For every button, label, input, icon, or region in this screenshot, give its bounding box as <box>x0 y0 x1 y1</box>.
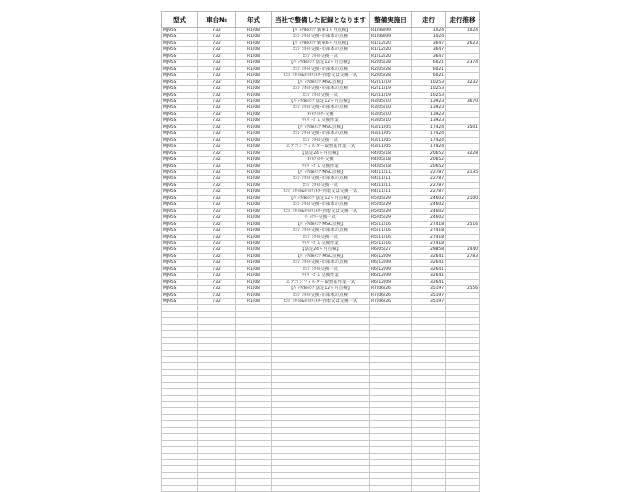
cell-mileage: 3647 <box>412 47 446 53</box>
cell-maintenance-item: 【ﾊﾟｯｸdeﾒﾝﾃ MSC点検】 <box>272 169 370 175</box>
cell-model-year: R1/08 <box>236 221 272 227</box>
cell-mileage: 20652 <box>412 157 446 163</box>
empty-cell <box>162 485 198 491</box>
empty-cell <box>198 485 236 491</box>
cell-model: MJ95S <box>162 118 198 124</box>
cell-maintenance-date: R5/05/29 <box>370 202 412 208</box>
cell-maintenance-item: 【ﾊﾟｯｸdeﾒﾝﾃ 新車6ヶ月点検】 <box>272 40 370 46</box>
cell-model-year: R1/08 <box>236 299 272 305</box>
cell-model: MJ95S <box>162 86 198 92</box>
cell-maintenance-date: R5/05/29 <box>370 215 412 221</box>
cell-mileage: 20652 <box>412 150 446 156</box>
cell-mileage: 27418 <box>412 228 446 234</box>
cell-chassis-number: 732 <box>198 34 236 40</box>
cell-model: MJ95S <box>162 66 198 72</box>
cell-maintenance-date: R3/11/05 <box>370 131 412 137</box>
empty-cell <box>272 485 370 491</box>
cell-mileage: 32641 <box>412 260 446 266</box>
cell-mileage: 3647 <box>412 40 446 46</box>
cell-maintenance-item: ｴﾝｼﾞﾝｵｲﾙ交換･市部本の点検 <box>272 176 370 182</box>
cell-maintenance-item: ｴﾝｼﾞﾝｵｲﾙ交換一式 <box>272 266 370 272</box>
cell-maintenance-date: R1/08/09 <box>370 34 412 40</box>
cell-model: MJ95S <box>162 47 198 53</box>
cell-maintenance-date: R6/12/09 <box>370 266 412 272</box>
cell-mileage: 6021 <box>412 66 446 72</box>
cell-chassis-number: 732 <box>198 292 236 298</box>
cell-chassis-number: 732 <box>198 137 236 143</box>
header-chassis-number: 車台№ <box>198 12 236 28</box>
cell-chassis-number: 732 <box>198 163 236 169</box>
cell-maintenance-item: ﾜｲﾊﾟｰｺﾞﾑ 交換作業 <box>272 273 370 279</box>
cell-maintenance-item: 【ﾊﾟｯｸdeﾒﾝﾃ 新車1ヶ月点検】 <box>272 28 370 34</box>
cell-chassis-number: 732 <box>198 157 236 163</box>
cell-maintenance-item: 【法定24ヶ月点検】 <box>272 247 370 253</box>
cell-chassis-number: 732 <box>198 86 236 92</box>
cell-model-year: R1/08 <box>236 292 272 298</box>
cell-model: MJ95S <box>162 79 198 85</box>
empty-cell <box>412 485 446 491</box>
cell-model: MJ95S <box>162 40 198 46</box>
cell-mileage: 13923 <box>412 98 446 104</box>
cell-maintenance-item: ｴﾝｼﾞﾝｵｲﾙ交換･市部本の点検 <box>272 292 370 298</box>
cell-maintenance-item: 【ﾊﾟｯｸdeﾒﾝﾃ 法定12ヶ月点検】 <box>272 60 370 66</box>
empty-cell <box>446 485 480 491</box>
cell-maintenance-item: 【ﾊﾟｯｸdeﾒﾝﾃ MSC点検】 <box>272 79 370 85</box>
cell-mileage-change: 3670 <box>446 98 480 104</box>
cell-mileage-change: 3228 <box>446 150 480 156</box>
cell-mileage: 6021 <box>412 60 446 66</box>
cell-model: MJ95S <box>162 299 198 305</box>
cell-model: MJ95S <box>162 150 198 156</box>
cell-mileage: 13923 <box>412 111 446 117</box>
cell-maintenance-item: ｴﾝｼﾞﾝｵｲﾙ交換･市部本の点検 <box>272 47 370 53</box>
cell-maintenance-date: R5/05/29 <box>370 195 412 201</box>
maintenance-record-table <box>161 11 480 492</box>
cell-mileage: 22787 <box>412 169 446 175</box>
cell-maintenance-date: R2/11/19 <box>370 92 412 98</box>
cell-model: MJ95S <box>162 195 198 201</box>
cell-mileage: 22787 <box>412 182 446 188</box>
cell-maintenance-date: R7/06/26 <box>370 286 412 292</box>
cell-maintenance-date: R3/05/10 <box>370 98 412 104</box>
cell-model-year: R1/08 <box>236 228 272 234</box>
header-mileage-change: 走行推移 <box>446 12 480 28</box>
cell-model: MJ95S <box>162 189 198 195</box>
cell-mileage: 22787 <box>412 176 446 182</box>
cell-chassis-number: 732 <box>198 79 236 85</box>
cell-maintenance-date: R3/11/05 <box>370 144 412 150</box>
cell-maintenance-date: R5/11/16 <box>370 221 412 227</box>
cell-mileage: 10253 <box>412 86 446 92</box>
cell-model-year: R1/08 <box>236 240 272 246</box>
cell-maintenance-item: 【ﾊﾟｯｸdeﾒﾝﾃ MSC点検】 <box>272 124 370 130</box>
cell-model: MJ95S <box>162 182 198 188</box>
cell-chassis-number: 732 <box>198 53 236 59</box>
cell-maintenance-date: R3/11/05 <box>370 124 412 130</box>
cell-chassis-number: 732 <box>198 60 236 66</box>
cell-maintenance-date: R3/05/10 <box>370 111 412 117</box>
cell-model-year: R1/08 <box>236 137 272 143</box>
cell-model-year: R1/08 <box>236 105 272 111</box>
cell-maintenance-item: ﾜｲﾊﾟｰｺﾞﾑ 交換作業 <box>272 118 370 124</box>
cell-model: MJ95S <box>162 28 198 34</box>
cell-model-year: R1/08 <box>236 53 272 59</box>
cell-chassis-number: 732 <box>198 253 236 259</box>
cell-maintenance-date: R6/12/09 <box>370 273 412 279</box>
cell-mileage: 32641 <box>412 273 446 279</box>
cell-chassis-number: 732 <box>198 234 236 240</box>
cell-maintenance-item: ｴﾝｼﾞﾝｵｲﾙ交換･市部本の点検 <box>272 202 370 208</box>
cell-model: MJ95S <box>162 111 198 117</box>
cell-mileage: 3647 <box>412 53 446 59</box>
cell-model: MJ95S <box>162 169 198 175</box>
cell-maintenance-item: ｴﾝｼﾞﾝｵｲﾙ交換･市部本の点検 <box>272 66 370 72</box>
cell-chassis-number: 732 <box>198 118 236 124</box>
cell-model-year: R1/08 <box>236 73 272 79</box>
cell-chassis-number: 732 <box>198 92 236 98</box>
cell-maintenance-date: R4/05/18 <box>370 150 412 156</box>
cell-mileage: 24602 <box>412 208 446 214</box>
cell-model-year: R1/08 <box>236 260 272 266</box>
cell-maintenance-item: 【ﾊﾟｯｸdeﾒﾝﾃ MSC点検】 <box>272 253 370 259</box>
cell-mileage-change: 1024 <box>446 28 480 34</box>
cell-chassis-number: 732 <box>198 228 236 234</box>
cell-maintenance-item: ﾊﾞｯﾃﾘｰ交換一式 <box>272 215 370 221</box>
cell-mileage: 32641 <box>412 279 446 285</box>
cell-model: MJ95S <box>162 202 198 208</box>
cell-chassis-number: 732 <box>198 169 236 175</box>
empty-row <box>162 485 480 491</box>
cell-chassis-number: 732 <box>198 40 236 46</box>
cell-maintenance-item: ｴﾝｼﾞﾝｵｲﾙ交換一式 <box>272 137 370 143</box>
cell-maintenance-date: R1/12/20 <box>370 53 412 59</box>
cell-model: MJ95S <box>162 221 198 227</box>
cell-maintenance-item: エアコンフィルター取替＆作業一式 <box>272 144 370 150</box>
cell-maintenance-item: ｴﾝｼﾞﾝｵｲﾙ&ｵｲﾙﾌｨﾙﾀｰ到着又は交換一式 <box>272 208 370 214</box>
cell-model-year: R1/08 <box>236 247 272 253</box>
cell-maintenance-date: R5/05/29 <box>370 208 412 214</box>
cell-chassis-number: 732 <box>198 215 236 221</box>
cell-maintenance-item: ｴﾝｼﾞﾝｵｲﾙ&ｵｲﾙﾌｨﾙﾀｰ到着又は交換一式 <box>272 73 370 79</box>
cell-model: MJ95S <box>162 144 198 150</box>
cell-maintenance-item: ｴﾝｼﾞﾝｵｲﾙ交換一式 <box>272 92 370 98</box>
cell-chassis-number: 732 <box>198 240 236 246</box>
cell-chassis-number: 732 <box>198 124 236 130</box>
cell-model-year: R1/08 <box>236 34 272 40</box>
cell-model-year: R1/08 <box>236 28 272 34</box>
header-maintenance-date: 整備実施日 <box>370 12 412 28</box>
cell-model: MJ95S <box>162 266 198 272</box>
cell-mileage-change: 2100 <box>446 195 480 201</box>
cell-maintenance-date: R6/12/09 <box>370 253 412 259</box>
cell-mileage: 20652 <box>412 163 446 169</box>
cell-chassis-number: 732 <box>198 111 236 117</box>
cell-maintenance-item: ｵｲﾙﾌｨﾙﾀｰ交換 <box>272 111 370 117</box>
cell-chassis-number: 732 <box>198 208 236 214</box>
cell-maintenance-date: R6/05/27 <box>370 247 412 253</box>
cell-maintenance-date: R7/06/26 <box>370 292 412 298</box>
cell-maintenance-date: R3/05/10 <box>370 118 412 124</box>
cell-model: MJ95S <box>162 273 198 279</box>
cell-maintenance-date: R2/05/28 <box>370 73 412 79</box>
cell-model-year: R1/08 <box>236 253 272 259</box>
cell-maintenance-item: ｴﾝｼﾞﾝｵｲﾙ交換･市部本の点検 <box>272 260 370 266</box>
cell-mileage: 32641 <box>412 253 446 259</box>
cell-model: MJ95S <box>162 286 198 292</box>
cell-model: MJ95S <box>162 124 198 130</box>
cell-model-year: R1/08 <box>236 208 272 214</box>
cell-chassis-number: 732 <box>198 47 236 53</box>
cell-model-year: R1/08 <box>236 195 272 201</box>
cell-maintenance-item: ｴﾝｼﾞﾝｵｲﾙ交換･市部本の点検 <box>272 34 370 40</box>
cell-maintenance-item: ｵｲﾙﾌｨﾙﾀｰ交換 <box>272 157 370 163</box>
cell-model: MJ95S <box>162 234 198 240</box>
cell-maintenance-date: R6/12/09 <box>370 279 412 285</box>
cell-mileage: 35197 <box>412 292 446 298</box>
cell-maintenance-item: ｴﾝｼﾞﾝｵｲﾙ交換･市部本の点検 <box>272 86 370 92</box>
cell-model-year: R1/08 <box>236 286 272 292</box>
cell-maintenance-item: ﾜｲﾊﾟｰｺﾞﾑ 交換作業 <box>272 240 370 246</box>
cell-maintenance-date: R5/11/16 <box>370 240 412 246</box>
cell-chassis-number: 732 <box>198 131 236 137</box>
cell-maintenance-date: R3/05/10 <box>370 105 412 111</box>
cell-model: MJ95S <box>162 279 198 285</box>
cell-maintenance-item: エアコンフィルター取替＆作業一式 <box>272 279 370 285</box>
cell-mileage: 17424 <box>412 144 446 150</box>
cell-mileage-change: 2374 <box>446 60 480 66</box>
cell-mileage: 1024 <box>412 34 446 40</box>
cell-model: MJ95S <box>162 73 198 79</box>
cell-chassis-number: 732 <box>198 105 236 111</box>
cell-chassis-number: 732 <box>198 144 236 150</box>
empty-cell <box>370 485 412 491</box>
cell-maintenance-item: ﾜｲﾊﾟｰｺﾞﾑ 交換作業 <box>272 163 370 169</box>
cell-model-year: R1/08 <box>236 234 272 240</box>
cell-chassis-number: 732 <box>198 98 236 104</box>
cell-chassis-number: 732 <box>198 182 236 188</box>
cell-model-year: R1/08 <box>236 60 272 66</box>
cell-mileage: 35197 <box>412 286 446 292</box>
cell-maintenance-date: R3/11/05 <box>370 137 412 143</box>
cell-chassis-number: 732 <box>198 273 236 279</box>
cell-chassis-number: 732 <box>198 202 236 208</box>
cell-maintenance-date: R4/11/11 <box>370 176 412 182</box>
cell-mileage-change: 2556 <box>446 286 480 292</box>
cell-maintenance-date: R7/06/26 <box>370 299 412 305</box>
cell-maintenance-date: R4/11/11 <box>370 182 412 188</box>
cell-maintenance-date: R6/12/09 <box>370 260 412 266</box>
cell-mileage: 24602 <box>412 215 446 221</box>
cell-chassis-number: 732 <box>198 299 236 305</box>
cell-model: MJ95S <box>162 105 198 111</box>
cell-chassis-number: 732 <box>198 221 236 227</box>
cell-mileage-change: 2623 <box>446 40 480 46</box>
cell-chassis-number: 732 <box>198 247 236 253</box>
cell-model-year: R1/08 <box>236 86 272 92</box>
header-mileage: 走行 <box>412 12 446 28</box>
cell-model-year: R1/08 <box>236 79 272 85</box>
empty-cell <box>236 485 272 491</box>
cell-mileage-change: 3232 <box>446 79 480 85</box>
cell-maintenance-date: R4/11/11 <box>370 169 412 175</box>
cell-model: MJ95S <box>162 92 198 98</box>
cell-model-year: R1/08 <box>236 157 272 163</box>
cell-model: MJ95S <box>162 34 198 40</box>
cell-maintenance-item: 【ﾊﾟｯｸdeﾒﾝﾃ MSC点検】 <box>272 221 370 227</box>
cell-mileage: 27418 <box>412 240 446 246</box>
cell-mileage-change: 2516 <box>446 221 480 227</box>
cell-mileage-change: 2440 <box>446 247 480 253</box>
cell-chassis-number: 732 <box>198 176 236 182</box>
cell-model: MJ95S <box>162 137 198 143</box>
cell-maintenance-date: R5/11/16 <box>370 234 412 240</box>
cell-maintenance-item: 【ﾊﾟｯｸdeﾒﾝﾃ 法定12ヶ月点検】 <box>272 98 370 104</box>
cell-maintenance-date: R5/11/16 <box>370 228 412 234</box>
cell-maintenance-date: R1/12/20 <box>370 47 412 53</box>
cell-mileage: 13923 <box>412 105 446 111</box>
cell-model-year: R1/08 <box>236 169 272 175</box>
cell-maintenance-date: R2/05/28 <box>370 66 412 72</box>
cell-mileage: 17424 <box>412 131 446 137</box>
cell-chassis-number: 732 <box>198 73 236 79</box>
cell-mileage: 10253 <box>412 92 446 98</box>
cell-model-year: R1/08 <box>236 163 272 169</box>
cell-chassis-number: 732 <box>198 260 236 266</box>
header-model: 型式 <box>162 12 198 28</box>
cell-mileage: 13923 <box>412 118 446 124</box>
cell-maintenance-item: ｴﾝｼﾞﾝｵｲﾙ交換一式 <box>272 53 370 59</box>
cell-model: MJ95S <box>162 131 198 137</box>
cell-maintenance-date: R4/05/18 <box>370 163 412 169</box>
cell-chassis-number: 732 <box>198 28 236 34</box>
cell-mileage: 27418 <box>412 234 446 240</box>
cell-maintenance-date: R4/11/11 <box>370 189 412 195</box>
cell-chassis-number: 732 <box>198 150 236 156</box>
cell-model: MJ95S <box>162 163 198 169</box>
cell-maintenance-date: R2/11/19 <box>370 79 412 85</box>
cell-maintenance-item: ｴﾝｼﾞﾝｵｲﾙ交換･市部本の点検 <box>272 105 370 111</box>
cell-maintenance-item: 【ﾊﾟｯｸdeﾒﾝﾃ 法定12ヶ月点検】 <box>272 195 370 201</box>
table-header <box>162 12 480 28</box>
cell-model: MJ95S <box>162 247 198 253</box>
cell-mileage: 29858 <box>412 247 446 253</box>
cell-mileage: 6021 <box>412 73 446 79</box>
cell-chassis-number: 732 <box>198 266 236 272</box>
cell-maintenance-item: ｴﾝｼﾞﾝｵｲﾙ交換一式 <box>272 234 370 240</box>
cell-mileage-change: 2135 <box>446 169 480 175</box>
cell-model-year: R1/08 <box>236 273 272 279</box>
cell-model-year: R1/08 <box>236 202 272 208</box>
cell-mileage: 24602 <box>412 195 446 201</box>
cell-maintenance-item: ｴﾝｼﾞﾝｵｲﾙ&ｵｲﾙﾌｨﾙﾀｰ到着又は交換一式 <box>272 299 370 305</box>
cell-chassis-number: 732 <box>198 66 236 72</box>
cell-model-year: R1/08 <box>236 92 272 98</box>
cell-maintenance-date: R2/05/28 <box>370 60 412 66</box>
cell-model: MJ95S <box>162 176 198 182</box>
cell-model-year: R1/08 <box>236 98 272 104</box>
cell-mileage: 27418 <box>412 221 446 227</box>
cell-model-year: R1/08 <box>236 182 272 188</box>
table-body <box>162 28 480 492</box>
cell-maintenance-item: ｴﾝｼﾞﾝｵｲﾙ交換･市部本の点検 <box>272 131 370 137</box>
cell-chassis-number: 732 <box>198 189 236 195</box>
header-row <box>162 12 480 28</box>
cell-model: MJ95S <box>162 292 198 298</box>
cell-model: MJ95S <box>162 215 198 221</box>
cell-model-year: R1/08 <box>236 144 272 150</box>
header-maintenance-record: 当社で整備した記録となります <box>272 12 370 28</box>
cell-chassis-number: 732 <box>198 279 236 285</box>
cell-model: MJ95S <box>162 253 198 259</box>
cell-model-year: R1/08 <box>236 266 272 272</box>
cell-maintenance-date: R4/05/18 <box>370 157 412 163</box>
cell-model-year: R1/08 <box>236 215 272 221</box>
cell-model: MJ95S <box>162 53 198 59</box>
header-model-year: 年式 <box>236 12 272 28</box>
cell-model-year: R1/08 <box>236 124 272 130</box>
cell-model: MJ95S <box>162 240 198 246</box>
cell-maintenance-date: R2/11/19 <box>370 86 412 92</box>
cell-model-year: R1/08 <box>236 47 272 53</box>
cell-mileage-change: 3501 <box>446 124 480 130</box>
cell-chassis-number: 732 <box>198 195 236 201</box>
cell-model: MJ95S <box>162 208 198 214</box>
cell-mileage-change: 2783 <box>446 253 480 259</box>
cell-maintenance-date: R1/08/09 <box>370 28 412 34</box>
cell-model: MJ95S <box>162 98 198 104</box>
cell-maintenance-item: 【ﾊﾟｯｸdeﾒﾝﾃ 法定12ヶ月点検】 <box>272 286 370 292</box>
cell-maintenance-item: ｴﾝｼﾞﾝｵｲﾙ&ｵｲﾙﾌｨﾙﾀｰ到着又は交換一式 <box>272 189 370 195</box>
cell-model: MJ95S <box>162 228 198 234</box>
cell-model-year: R1/08 <box>236 131 272 137</box>
cell-mileage: 24602 <box>412 202 446 208</box>
cell-mileage: 22787 <box>412 189 446 195</box>
cell-model: MJ95S <box>162 157 198 163</box>
cell-model-year: R1/08 <box>236 279 272 285</box>
cell-maintenance-item: ｴﾝｼﾞﾝｵｲﾙ交換･市部本の点検 <box>272 228 370 234</box>
cell-mileage: 32641 <box>412 266 446 272</box>
cell-mileage: 1024 <box>412 28 446 34</box>
cell-mileage: 35197 <box>412 299 446 305</box>
cell-chassis-number: 732 <box>198 286 236 292</box>
cell-model: MJ95S <box>162 60 198 66</box>
cell-mileage: 17424 <box>412 124 446 130</box>
cell-model-year: R1/08 <box>236 66 272 72</box>
cell-model-year: R1/08 <box>236 176 272 182</box>
cell-model: MJ95S <box>162 260 198 266</box>
cell-model-year: R1/08 <box>236 40 272 46</box>
cell-model-year: R1/08 <box>236 150 272 156</box>
cell-maintenance-date: R1/12/20 <box>370 40 412 46</box>
cell-model-year: R1/08 <box>236 189 272 195</box>
cell-model-year: R1/08 <box>236 111 272 117</box>
cell-maintenance-item: ｴﾝｼﾞﾝｵｲﾙ交換一式 <box>272 182 370 188</box>
cell-mileage: 10253 <box>412 79 446 85</box>
cell-maintenance-item: 【法定24ヶ月点検】 <box>272 150 370 156</box>
cell-model-year: R1/08 <box>236 118 272 124</box>
cell-mileage: 17424 <box>412 137 446 143</box>
